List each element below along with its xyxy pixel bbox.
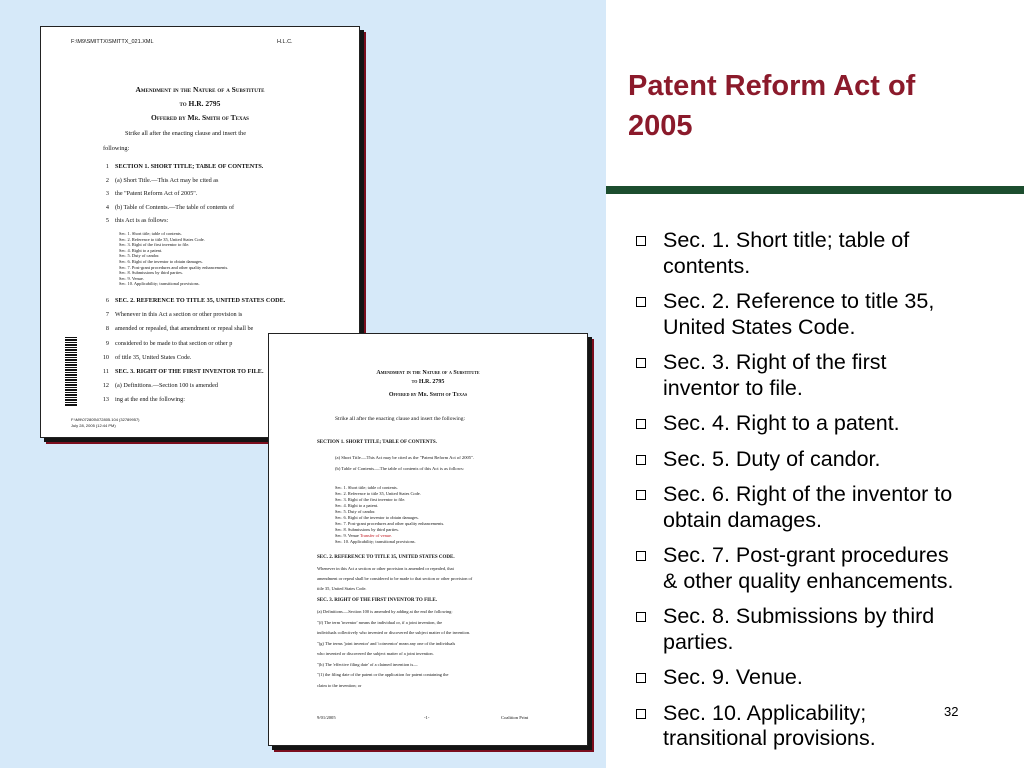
square-bullet-icon [636, 673, 646, 683]
square-bullet-icon [636, 358, 646, 368]
toc-item: Sec. 3. Right of the first inventor to file. [119, 242, 190, 248]
line-number: 3 [105, 190, 109, 197]
doc1-footer-line2: July 28, 2005 (12:44 PM) [71, 423, 116, 428]
line-text: SECTION 1. SHORT TITLE; TABLE OF CONTENTS. [115, 163, 264, 170]
toc-item: Sec. 4. Right to a patent. [119, 247, 163, 253]
line-number: 12 [102, 382, 109, 390]
line-number: 7 [105, 311, 109, 319]
bullet-text-line1: Sec. 8. Submissions by third [663, 604, 935, 628]
line-number: 10 [102, 353, 109, 361]
bullet-text-line1: Sec. 3. Right of the first [663, 350, 887, 374]
toc-item: Sec. 8. Submissions by third parties. [335, 527, 399, 532]
bullet-item [634, 665, 1018, 691]
line-number: 6 [105, 297, 109, 304]
bullet-text-line1: Sec. 7. Post-grant procedures [663, 543, 949, 567]
doc2-title-line1: Amendment in the Nature of a Substitute [376, 370, 480, 376]
bullet-text-line1: Sec. 9. Venue. [663, 665, 803, 689]
bullet-item [634, 350, 1018, 401]
square-bullet-icon [636, 490, 646, 500]
toc-item: Sec. 2. Reference to title 35, United States Code. [335, 491, 421, 496]
bullet-item [634, 701, 1018, 752]
toc-item: Sec. 7. Post-grant procedures and other quality enhancements. [119, 264, 229, 270]
doc1-header-code: H.L.C. [277, 39, 293, 45]
doc2-toc-item-10: Sec. 10. Applicability; transitional provisions. [335, 539, 416, 544]
square-bullet-icon [636, 297, 646, 307]
bullet-item [634, 447, 1018, 473]
line-text: amended or repealed, that amendment or repeal shall be [115, 325, 254, 333]
bullet-text-line1: Sec. 1. Short title; table of [663, 228, 910, 252]
body-line: amendment or repeal shall be considered to be made to that section or other provision of [317, 576, 473, 581]
square-bullet-icon [636, 419, 646, 429]
bullet-item [634, 604, 1018, 655]
bullet-item [634, 411, 1018, 437]
bullet-item [634, 289, 1018, 340]
doc-numbered-line [97, 325, 253, 332]
line-text: the "Patent Reform Act of 2005". [115, 190, 198, 197]
line-text: SEC. 2. REFERENCE TO TITLE 35, UNITED STATES CODE. [115, 297, 286, 304]
doc-numbered-line [97, 340, 232, 347]
bullet-item [634, 543, 1018, 594]
toc-item: Sec. 4. Right to a patent. [335, 503, 379, 508]
doc-numbered-line [97, 382, 218, 389]
section-bullet-list [634, 228, 1018, 762]
doc-numbered-line [97, 190, 197, 197]
line-text: (a) Short Title.—This Act may be cited as [115, 176, 219, 184]
line-number: 4 [105, 203, 109, 211]
square-bullet-icon [636, 236, 646, 246]
line-text: this Act is as follows: [115, 217, 169, 224]
body-line: individuals collectively who invented or discovered the subject matter of the invention. [317, 630, 471, 635]
bullet-text-line1: Sec. 4. Right to a patent. [663, 411, 900, 435]
doc2-footer-print: Coalition Print [501, 715, 529, 720]
doc1-footer-line1: F:\M9\072805\072805.104 (32789957) [71, 417, 140, 422]
doc-numbered-line [97, 163, 263, 170]
bullet-text-line1: Sec. 2. Reference to title 35, [663, 289, 935, 313]
line-text: (a) Definitions.—Section 100 is amended [115, 382, 218, 390]
doc2-title-line3: Offered by Mr. Smith of Texas [388, 392, 468, 398]
slide-page-number: 32 [944, 704, 959, 719]
doc2-footer-page: -1- [424, 715, 430, 720]
toc-item: Sec. 3. Right of the first inventor to file. [335, 497, 406, 502]
body-line: "(f) The term 'inventor' means the individual or, if a joint invention, the [317, 619, 443, 625]
bullet-text-line2: United States Code. [663, 314, 856, 339]
toc-item: Sec. 5. Duty of candor. [335, 509, 376, 514]
line-number: 13 [102, 396, 109, 404]
doc2-section1-heading: SECTION 1. SHORT TITLE; TABLE OF CONTENTS. [317, 440, 437, 445]
doc-numbered-line [97, 217, 168, 224]
slide-title [628, 66, 1008, 146]
slide-title-line2: 2005 [628, 110, 693, 142]
bullet-text-line2: inventor to file. [663, 375, 803, 400]
bullet-text-line2: transitional provisions. [663, 726, 876, 750]
doc2-section3-heading: SEC. 3. RIGHT OF THE FIRST INVENTOR TO FILE. [317, 598, 437, 603]
toc-item: Sec. 9. Venue. [119, 275, 144, 281]
toc-item: Sec. 2. Reference to title 35, United States Code. [119, 236, 205, 242]
doc1-strike-line2: following: [103, 145, 130, 152]
body-line: "(h) The 'effective filing date' of a claimed invention is— [317, 661, 418, 667]
doc1-title-line3: Offered by Mr. Smith of Texas [151, 113, 249, 122]
line-number: 8 [105, 325, 109, 333]
doc2-strike-line: Strike all after the enacting clause and insert the following: [335, 416, 465, 422]
toc-item: Sec. 10. Applicability; transitional provisions. [119, 281, 200, 287]
bill-page-image-2 [268, 333, 588, 746]
square-bullet-icon [636, 455, 646, 465]
line-text: (b) Table of Contents.—The table of contents of [115, 203, 235, 211]
body-line: "(1) the filing date of the patent or the application for patent containing the [317, 672, 449, 677]
doc2-title-line2: to H.R. 2795 [411, 379, 445, 385]
body-line: "(g) The terms 'joint inventor' and 'coinventor' mean any one of the individuals [317, 640, 456, 646]
square-bullet-icon [636, 709, 646, 719]
doc2-footer-date: 9/01/2005 [317, 715, 336, 720]
doc2-toc-item-9-insertion: Transfer of venue. [359, 533, 393, 538]
doc2-short-title: (a) Short Title.—This Act may be cited as the "Patent Reform Act of 2005". [335, 455, 475, 460]
bullet-text-line2: obtain damages. [663, 507, 822, 532]
line-text: ing at the end the following: [115, 396, 185, 404]
title-divider-rule [606, 186, 1024, 194]
toc-item: Sec. 5. Duty of candor. [119, 253, 160, 259]
doc1-strike-line1: Strike all after the enacting clause and insert the [125, 130, 246, 137]
doc-numbered-line [97, 368, 264, 375]
toc-item: Sec. 8. Submissions by third parties. [119, 270, 183, 276]
doc2-toc-intro: (b) Table of Contents.—The table of contents of this Act is as follows: [335, 466, 465, 471]
line-text: of title 35, United States Code. [115, 353, 192, 361]
bullet-text-line1: Sec. 5. Duty of candor. [663, 446, 881, 471]
line-text: considered to be made to that section or other p [115, 339, 233, 347]
square-bullet-icon [636, 612, 646, 622]
line-text: SEC. 3. RIGHT OF THE FIRST INVENTOR TO FILE. [115, 368, 264, 375]
doc-numbered-line [97, 204, 234, 211]
line-number: 1 [105, 163, 109, 170]
line-number: 9 [105, 339, 109, 347]
doc-numbered-line [97, 396, 185, 403]
line-text: Whenever in this Act a section or other provision is [115, 311, 243, 319]
doc-numbered-line [97, 354, 191, 361]
doc-numbered-line [97, 297, 285, 304]
body-line: claim to the invention; or [317, 682, 362, 688]
bullet-text-line1: Sec. 6. Right of the inventor to [663, 482, 953, 506]
bullet-text-line2: contents. [663, 253, 751, 278]
line-number: 2 [105, 176, 109, 184]
body-line: title 35, United States Code. [317, 586, 367, 591]
line-number: 5 [105, 217, 109, 224]
doc2-section2-heading: SEC. 2. REFERENCE TO TITLE 35, UNITED STATES CODE. [317, 555, 455, 560]
line-number: 11 [103, 368, 109, 375]
toc-item: Sec. 6. Right of the inventor to obtain damages. [335, 515, 419, 520]
doc2-toc-item-9: Sec. 9. Venue Transfer of venue. [335, 533, 393, 538]
toc-item: Sec. 7. Post-grant procedures and other quality enhancements. [335, 521, 445, 526]
body-line: Whenever in this Act a section or other provision is amended or repealed, that [317, 566, 454, 571]
doc-numbered-line [97, 311, 242, 318]
toc-item: Sec. 1. Short title; table of contents. [335, 485, 398, 490]
toc-item: Sec. 1. Short title; table of contents. [119, 231, 182, 236]
body-line: who invented or discovered the subject matter of a joint invention. [317, 651, 434, 656]
bullet-text-line2: & other quality enhancements. [663, 568, 954, 593]
square-bullet-icon [636, 551, 646, 561]
doc-numbered-line [97, 177, 218, 184]
body-line: (a) Definitions.—Section 100 is amended by adding at the end the following: [317, 609, 453, 614]
barcode-image [65, 337, 77, 407]
doc1-title-line1: Amendment in the Nature of a Substitute [135, 85, 265, 94]
doc1-title-line2: to H.R. 2795 [179, 99, 221, 108]
slide-title-line1: Patent Reform Act of [628, 70, 916, 102]
doc1-header-path: F:\M9\SMITTX\SMITTX_021.XML [71, 39, 154, 45]
bullet-text-line1: Sec. 10. Applicability; [663, 700, 867, 725]
toc-item: Sec. 6. Right of the inventor to obtain damages. [119, 259, 203, 264]
bullet-text-line2: parties. [663, 629, 734, 654]
bullet-item [634, 228, 1018, 279]
bullet-item [634, 482, 1018, 533]
